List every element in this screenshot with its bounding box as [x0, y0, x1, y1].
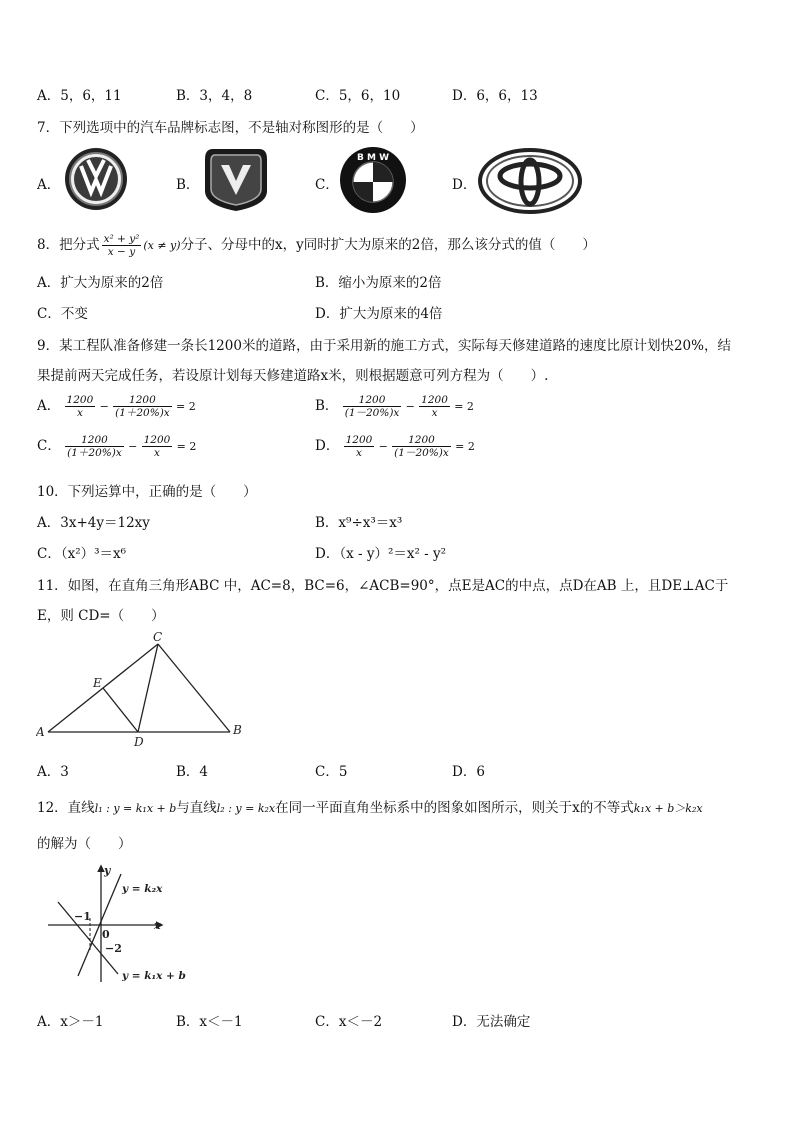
q11-option-c: C．5 — [315, 764, 348, 780]
q12-option-d: D．无法确定 — [452, 1014, 531, 1030]
q9-label-a: A． — [37, 398, 61, 415]
eq: = 2 — [454, 400, 474, 414]
q10-option-b: B．x⁹÷x³＝x³ — [315, 515, 403, 531]
q12-stem-line2: 的解为（ ） — [37, 836, 132, 852]
den: x — [154, 447, 160, 460]
point-label-a: A — [36, 725, 45, 739]
q12-stem-post: 在同一平面直角坐标系中的图象如图所示，则关于x的不等式 — [275, 800, 634, 816]
q9-stem-line1: 9．某工程队准备修建一条长1200米的道路，由于采用新的施工方式，实际每天修建道路的速度比原计划快20%，结 — [37, 338, 731, 354]
q10-option-c: C．（x²）³＝x⁶ — [37, 546, 127, 562]
num: 1200 — [65, 434, 124, 447]
q11-stem-line2: E，则 CD=（ ） — [37, 608, 165, 624]
den: (1－20%)x — [394, 447, 449, 460]
q12-stem-pre: 12．直线 — [37, 800, 95, 816]
q7-label-a: A． — [37, 177, 61, 193]
q9-label-d: D． — [315, 438, 340, 455]
q6-option-a: A．5，6，11 — [37, 88, 122, 104]
q7-label-d: D． — [452, 177, 477, 193]
num: 1200 — [392, 434, 451, 447]
changan-logo — [203, 145, 269, 213]
op: − — [128, 440, 138, 454]
q8-stem — [37, 233, 596, 258]
q6-option-d: D．6，6，13 — [452, 88, 538, 104]
q12-graph — [44, 862, 204, 988]
op: − — [405, 400, 415, 414]
q8-option-b: B．缩小为原来的2倍 — [315, 275, 442, 291]
eq: = 2 — [455, 440, 475, 454]
q12-option-c: C．x＜－2 — [315, 1014, 383, 1030]
num: 1200 — [343, 394, 402, 407]
q8-option-d: D．扩大为原来的4倍 — [315, 306, 443, 322]
q10-option-a: A．3x+4y＝12xy — [37, 515, 150, 531]
den: (1＋20%)x — [67, 447, 122, 460]
op: − — [378, 440, 388, 454]
q12-line1-eq: l₁ : y = k₁x + b — [94, 802, 177, 815]
segment-bc — [158, 644, 230, 732]
q11-option-b: B．4 — [176, 764, 209, 780]
origin-label: 0 — [102, 928, 110, 941]
q9-label-c: C． — [37, 438, 61, 455]
eq: = 2 — [176, 440, 197, 454]
q9-option-d — [315, 434, 475, 459]
q8-condition: (x ≠ y) — [143, 239, 181, 253]
q11-option-d: D．6 — [452, 764, 485, 780]
den: x — [76, 407, 83, 420]
q8-fraction-numerator: x² + y² — [103, 233, 140, 245]
q8-option-c: C．不变 — [37, 306, 88, 322]
q11-triangle-figure — [36, 628, 246, 750]
point-label-b: B — [233, 723, 242, 737]
op: − — [99, 400, 109, 414]
bmw-logo-text: B M W — [356, 153, 390, 163]
q9-option-b — [315, 394, 474, 419]
num: 1200 — [113, 394, 172, 407]
segment-de — [103, 688, 138, 732]
q11-option-a: A．3 — [37, 764, 69, 780]
q12-option-a: A．x＞－1 — [37, 1014, 104, 1030]
q8-fraction-denominator: x − y — [107, 246, 136, 259]
q7-label-b: B． — [176, 177, 200, 193]
q7-stem: 7．下列选项中的汽车品牌标志图，不是轴对称图形的是（ ） — [37, 120, 424, 136]
q11-stem-line1: 11．如图，在直角三角形ABC 中，AC=8，BC=6，∠ACB=90°，点E是AC的中点，点D在AB 上，且DE⊥AC于 — [37, 578, 729, 594]
q12-stem-mid: 与直线 — [176, 800, 217, 816]
q9-stem-line2: 果提前两天完成任务，若设原计划每天修建道路x米，则根据题意可列方程为（ ）. — [37, 368, 549, 384]
q12-option-b: B．x＜－1 — [176, 1014, 243, 1030]
q8-stem-post: 分子、分母中的x，y同时扩大为原来的2倍，那么该分式的值（ ） — [180, 237, 596, 254]
q8-option-a: A．扩大为原来的2倍 — [37, 275, 164, 291]
q9-option-a — [37, 394, 196, 419]
x-axis-label: x — [154, 919, 161, 932]
q6-option-b: B．3，4，8 — [176, 88, 253, 104]
q8-stem-pre: 8．把分式 — [37, 237, 100, 254]
q9-label-b: B． — [315, 398, 339, 415]
q12-stem-line1 — [37, 796, 703, 816]
q6-option-c: C．5，6，10 — [315, 88, 401, 104]
tick-neg1: −1 — [74, 910, 91, 923]
point-label-e: E — [93, 676, 102, 690]
y-axis-label: y — [104, 864, 111, 877]
line1-label: y = k₁x + b — [122, 970, 186, 982]
volkswagen-logo — [63, 146, 129, 212]
den: x — [356, 447, 362, 460]
bmw-logo — [339, 146, 407, 214]
toyota-logo — [478, 148, 582, 214]
q12-inequality: k₁x + b＞k₂x — [633, 802, 703, 815]
q10-option-d: D．（x - y）²＝x² - y² — [315, 546, 447, 562]
point-label-c: C — [153, 630, 163, 644]
eq: = 2 — [176, 400, 196, 414]
q12-line2-eq: l₂ : y = k₂x — [216, 802, 276, 815]
num: 1200 — [345, 434, 373, 446]
tick-neg2: −2 — [105, 942, 122, 955]
line2-label: y = k₂x — [122, 883, 163, 895]
num: 1200 — [143, 434, 171, 446]
den: x — [431, 407, 438, 420]
q7-label-c: C． — [315, 177, 339, 193]
den: (1＋20%)x — [115, 407, 170, 420]
num: 1200 — [421, 394, 448, 406]
q9-option-c — [37, 434, 196, 459]
num: 1200 — [66, 394, 94, 406]
point-label-d: D — [134, 735, 144, 749]
den: (1－20%)x — [344, 407, 400, 420]
q10-stem: 10．下列运算中，正确的是（ ） — [37, 484, 257, 500]
